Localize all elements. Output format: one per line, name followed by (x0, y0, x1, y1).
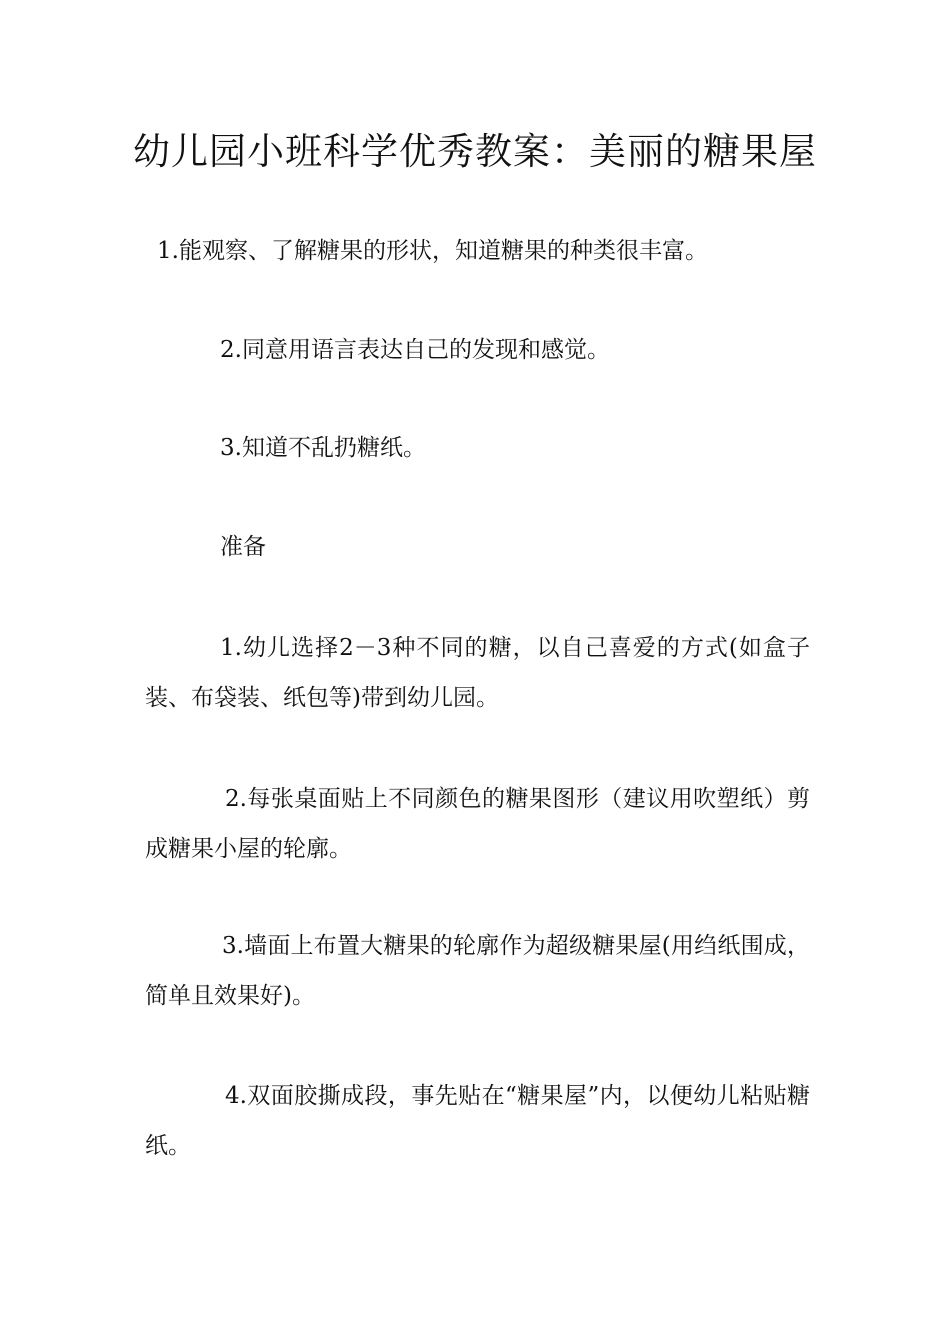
objective-2: 2.同意用语言表达自己的发现和感觉。 (220, 337, 610, 363)
preparation-1: 1.幼儿选择2－3种不同的糖，以自己喜爱的方式(如盒子装、布袋装、纸包等)带到幼儿园。 (145, 635, 810, 711)
preparation-2: 2.每张桌面贴上不同颜色的糖果图形（建议用吹塑纸）剪成糖果小屋的轮廓。 (145, 786, 810, 862)
preparation-3: 3.墙面上布置大糖果的轮廓作为超级糖果屋(用绉纸围成，简单且效果好)。 (145, 933, 810, 1009)
document-title: 幼儿园小班科学优秀教案：美丽的糖果屋 (133, 130, 817, 173)
objective-1: 1.能观察、了解糖果的形状，知道糖果的种类很丰富。 (157, 238, 708, 264)
preparation-4: 4.双面胶撕成段，事先贴在“糖果屋”内，以便幼儿粘贴糖纸。 (145, 1083, 810, 1159)
objective-3: 3.知道不乱扔糖纸。 (220, 435, 426, 461)
section-heading-preparation: 准备 (220, 534, 266, 560)
